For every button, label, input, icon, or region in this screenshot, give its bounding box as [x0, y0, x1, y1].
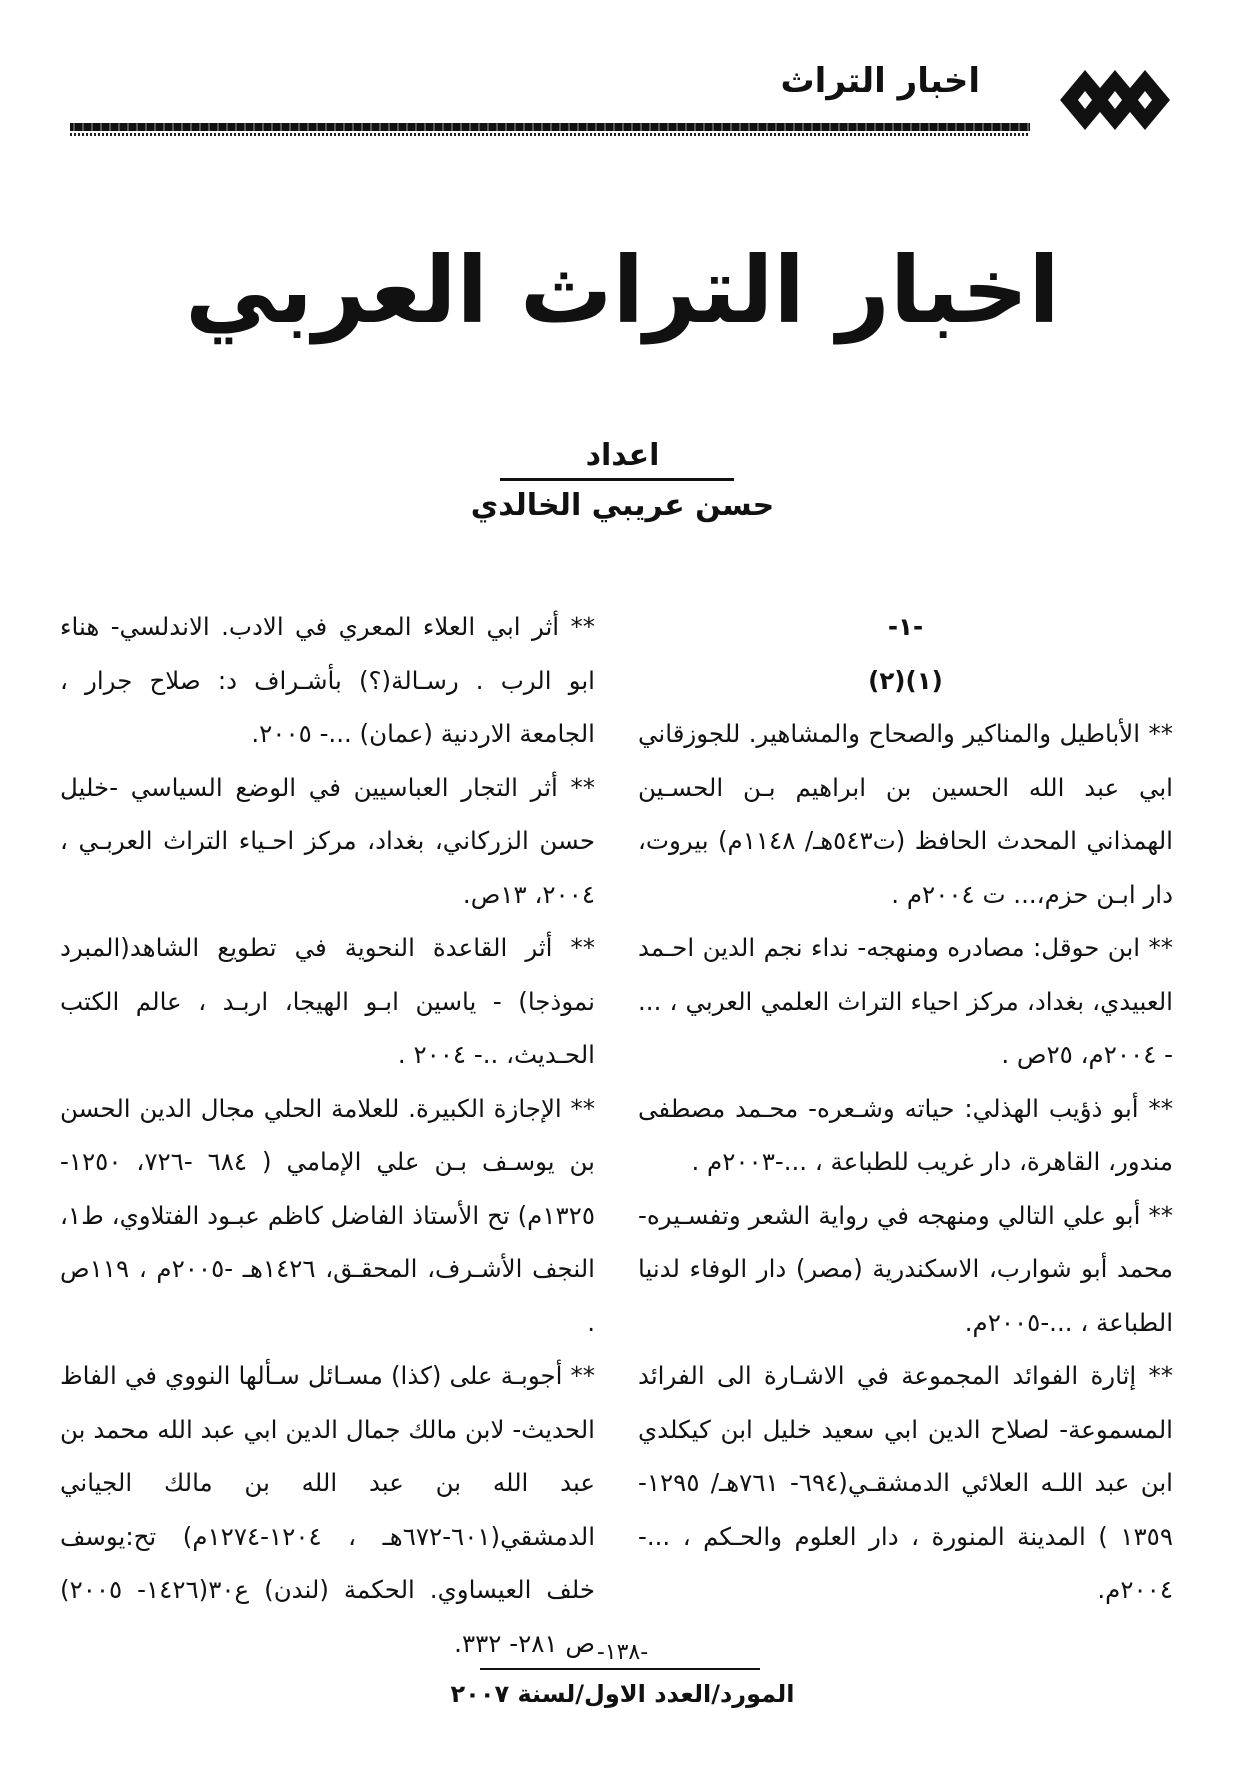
entry: ** أجوبـة على (كذا) مسـائل سـألها النووي في الفاظ الحديث- لابن مالك جمال الدين ابي عبد الله محمد بن عبد الله بن عبد الله بن مالك الجياني الدمشقي(٦٠١-٦٧٢هـ ، ١٢٠٤-١٢٧٤م) تح:يوسف خلف العيساوي. الحكمة (لندن) ع٣٠(١٤٢٦- ٢٠٠٥) ص ٢٨١- ٣٣٢. — [60, 1361, 595, 1658]
issue-line: المورد/العدد الاول/لسنة ٢٠٠٧ — [450, 1680, 795, 1708]
running-header-label: اخبار التراث — [780, 61, 980, 101]
section-number: -١- — [887, 612, 924, 641]
entry: ** إثارة الفوائد المجموعة في الاشـارة الى الفرائد المسموعة- لصلاح الدين ابي سعيد خليل ابن كيكلدي ابن عبد اللـه العلائي الدمشقـي(٦٩٤- ٧٦١هـ/ ١٢٩٥- ١٣٥٩ ) المدينة المنورة ، دار العلوم والحـكم ، ...- ٢٠٠٤م. — [638, 1361, 1173, 1604]
entry: ** أثر القاعدة النحوية في تطويع الشاهد(المبرد نموذجا) - ياسين ابـو الهيجا، اربـد ، عالم الكتب الحـديث، ..- ٢٠٠٤ . — [60, 933, 595, 1069]
page-number: -١٣٨- — [596, 1640, 649, 1665]
byline-label: اعداد — [585, 438, 660, 473]
right-column — [638, 600, 1173, 1617]
sub-heading: (١)(٢) — [868, 665, 943, 695]
header-rule-thin — [70, 133, 1030, 136]
footer-rule — [480, 1668, 760, 1670]
left-column — [60, 600, 595, 1670]
author-name: حسن عريبي الخالدي — [470, 488, 775, 523]
header-rule — [70, 123, 1030, 131]
byline-rule — [500, 478, 734, 481]
entry: ** الأباطيل والمناكير والصحاح والمشاهير. للجوزقاني ابي عبد الله الحسين بن ابراهيم بـن الحسـين الهمذاني المحدث الحافظ (ت٥٤٣هـ/ ١١٤٨م) بيروت، دار ابـن حزم،... ت ٢٠٠٤م . — [638, 719, 1173, 909]
entry: ** أثر التجار العباسيين في الوضع السياسي -خليل حسن الزركاني، بغداد، مركز احـياء التراث العربـي ، ٢٠٠٤، ١٣ص. — [60, 772, 595, 909]
entry: ** الإجازة الكبيرة. للعلامة الحلي مجال الدين الحسن بن يوسـف بـن علي الإمامي ( ٦٨٤ -٧٢٦، ١٢٥٠- ١٣٢٥م) تح الأستاذ الفاضل كاظم عبـود الفتلاوي، ط١، النجف الأشـرف، المحقـق، ١٤٢٦هـ -٢٠٠٥م ، ١١٩ص . — [60, 1093, 595, 1337]
page-title: اخبار التراث العربي — [185, 237, 1060, 344]
running-header — [70, 55, 1180, 145]
entry: ** أثر ابي العلاء المعري في الادب. الاندلسي- هناء ابو الرب . رسـالة(؟) بأشـراف د: صلاح جرار ، الجامعة الاردنية (عمان) ...- ٢٠٠٥. — [60, 612, 595, 748]
entry: ** أبو علي التالي ومنهجه في رواية الشعر وتفسـيره- محمد أبو شوارب، الاسكندرية (مصر) دار الوفاء لدنيا الطباعة ، ...-٢٠٠٥م. — [638, 1200, 1173, 1337]
diamond-ornament-icon — [1030, 55, 1180, 145]
entry: ** ابن حوقل: مصادره ومنهجه- نداء نجم الدين احـمد العبيدي، بغداد، مركز احياء التراث العلمي العربي ، ... - ٢٠٠٤م، ٢٥ص . — [638, 933, 1173, 1069]
entry: ** أبو ذؤيب الهذلي: حياته وشـعره- محـمد مصطفى مندور، القاهرة، دار غريب للطباعة ، ...-٢٠٠٣م . — [638, 1093, 1173, 1176]
